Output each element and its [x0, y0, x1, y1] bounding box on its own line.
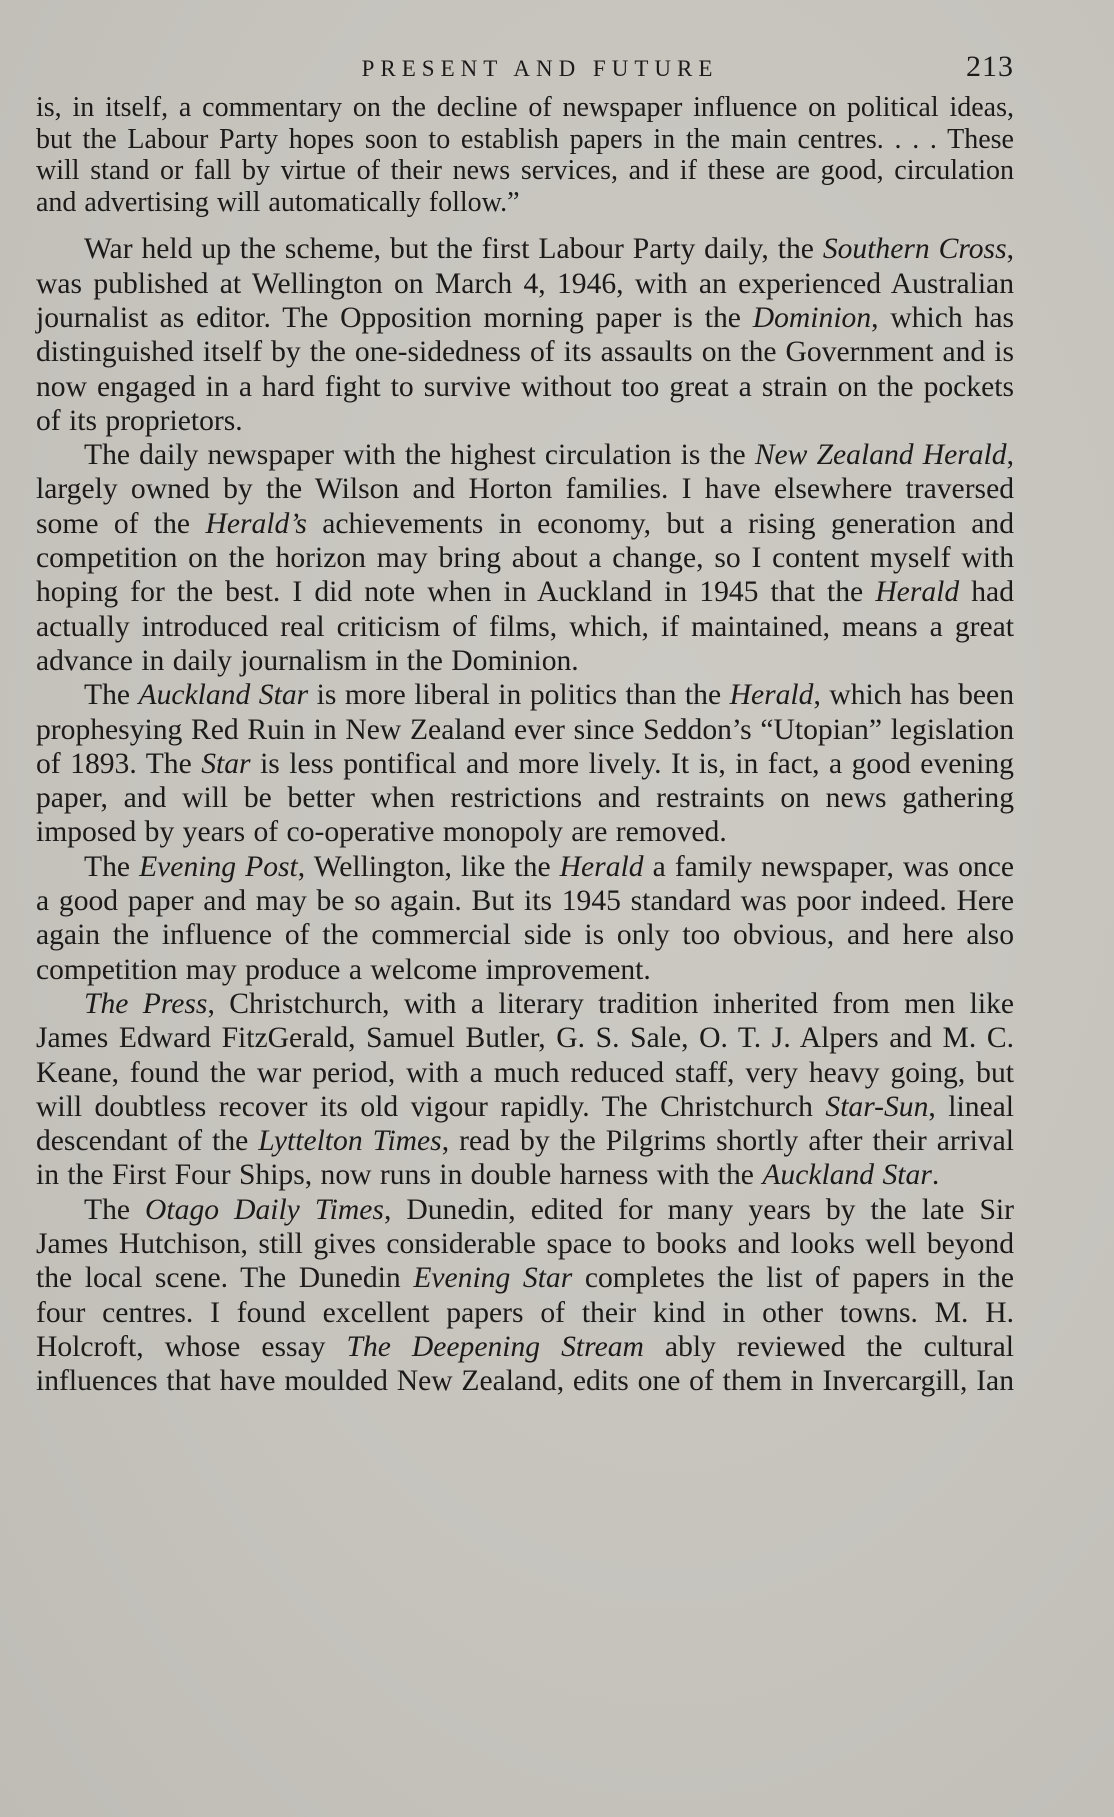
text-run: The — [84, 679, 139, 712]
italic-title: Evening Star — [413, 1262, 573, 1295]
running-title: PRESENT AND FUTURE — [361, 56, 719, 81]
italic-title: Lyttelton Times — [258, 1125, 442, 1158]
paragraph-4 — [36, 678, 1014, 849]
text-run: a family newspaper, was once a good paper and may be so again. But its 1945 standard was poor indeed. Here again the influence of the commercial side is only too obvious, and here also competition may produce a welcome improvement. — [36, 850, 1014, 986]
italic-title: Evening Post — [139, 850, 298, 883]
text-run: . — [931, 1159, 940, 1192]
text-run: ably reviewed the cultural influences that have moulded New Zealand, edits one of them in Invercargill, Ian — [36, 1330, 1014, 1398]
body-text — [36, 92, 1014, 1398]
text-run: had actually introduced real criticism of films, which, if maintained, means a great advance in daily journalism in the Dominion. — [36, 576, 1014, 677]
italic-title: Star — [201, 747, 251, 780]
italic-title: Herald — [729, 679, 814, 712]
italic-title: Auckland Star — [762, 1159, 932, 1192]
text-run: , which has distinguished itself by the one-sidedness of its assaults on the Government and is now engaged in a hard fight to survive without too great a strain on the pockets of its proprietors. — [36, 301, 1015, 437]
italic-title: Star-Sun — [825, 1090, 929, 1123]
text-run: The — [84, 1193, 146, 1226]
book-page — [36, 50, 1014, 1398]
italic-title: Herald’s — [205, 507, 307, 540]
text-run: , read by the Pilgrims shortly after their arrival in the First Four Ships, now runs in double harness with the — [36, 1125, 1014, 1192]
italic-title: Southern Cross — [822, 233, 1007, 266]
italic-title: Herald — [559, 850, 644, 883]
italic-title: Otago Daily Times — [145, 1193, 384, 1226]
italic-title: Herald — [875, 576, 960, 609]
italic-title: The Press — [84, 987, 208, 1020]
text-run: , Christchurch, with a literary tradition inherited from men like James Edward FitzGerald, Samuel Butler, G. S. Sale, O. T. J. Alpers and M. C. Keane, found the war period, with a much reduced staff, very heavy going, but will doubtless recover its old vigour rapidly. The Christchurch — [36, 987, 1014, 1123]
text-run: is, in itself, a commentary on the decline of newspaper influence on political ideas, but the Labour Party hopes soon to establish papers in the main centres. . . . These will stand or fall by virtue of their news services, and if these are good, circulation and advertising will automatically follow.” — [36, 92, 1014, 218]
text-run: is more liberal in politics than the — [308, 679, 730, 712]
paragraph-6 — [36, 987, 1014, 1193]
text-run: completes the list of papers in the four centres. I found excellent papers of their kind in other towns. M. H. Holcroft, whose essay — [36, 1262, 1014, 1363]
page-number: 213 — [966, 50, 1014, 83]
text-run: The daily newspaper with the highest circulation is the — [84, 439, 755, 472]
paragraph-5 — [36, 850, 1014, 987]
running-head — [36, 50, 1014, 90]
paragraph-3 — [36, 438, 1014, 678]
paragraph-7 — [36, 1193, 1014, 1399]
paragraph-1 — [36, 92, 1014, 218]
italic-title: The Deepening Stream — [346, 1330, 644, 1363]
italic-title: New Zealand Herald — [754, 439, 1007, 472]
italic-title: Dominion — [752, 301, 872, 334]
text-run: , Dunedin, edited for many years by the late Sir James Hutchison, still gives considerable space to books and looks well beyond the local scene. The Dunedin — [36, 1193, 1014, 1295]
paragraph-2 — [36, 232, 1014, 438]
text-run: , which has been prophesying Red Ruin in New Zealand ever since Seddon’s “Utopian” legislation of 1893. The — [36, 679, 1014, 780]
text-run: , was published at Wellington on March 4, 1946, with an experienced Australian journalist as editor. The Opposition morning paper is the — [36, 233, 1014, 334]
text-run: The — [84, 850, 140, 883]
text-run: , Wellington, like the — [297, 850, 560, 883]
text-run: achievements in economy, but a rising generation and competition on the horizon may bring about a change, so I content myself with hoping for the best. I did note when in Auckland in 1945 that the — [36, 507, 1014, 609]
text-run: War held up the scheme, but the first Labour Party daily, the — [84, 233, 823, 266]
text-run: , lineal descendant of the — [36, 1090, 1015, 1158]
text-run: is less pontifical and more lively. It is, in fact, a good evening paper, and will be better when restrictions and restraints on news gathering imposed by years of co-operative monopoly are removed. — [36, 747, 1014, 849]
text-run: , largely owned by the Wilson and Horton families. I have elsewhere traversed some of the — [36, 439, 1014, 540]
italic-title: Auckland Star — [138, 679, 309, 712]
